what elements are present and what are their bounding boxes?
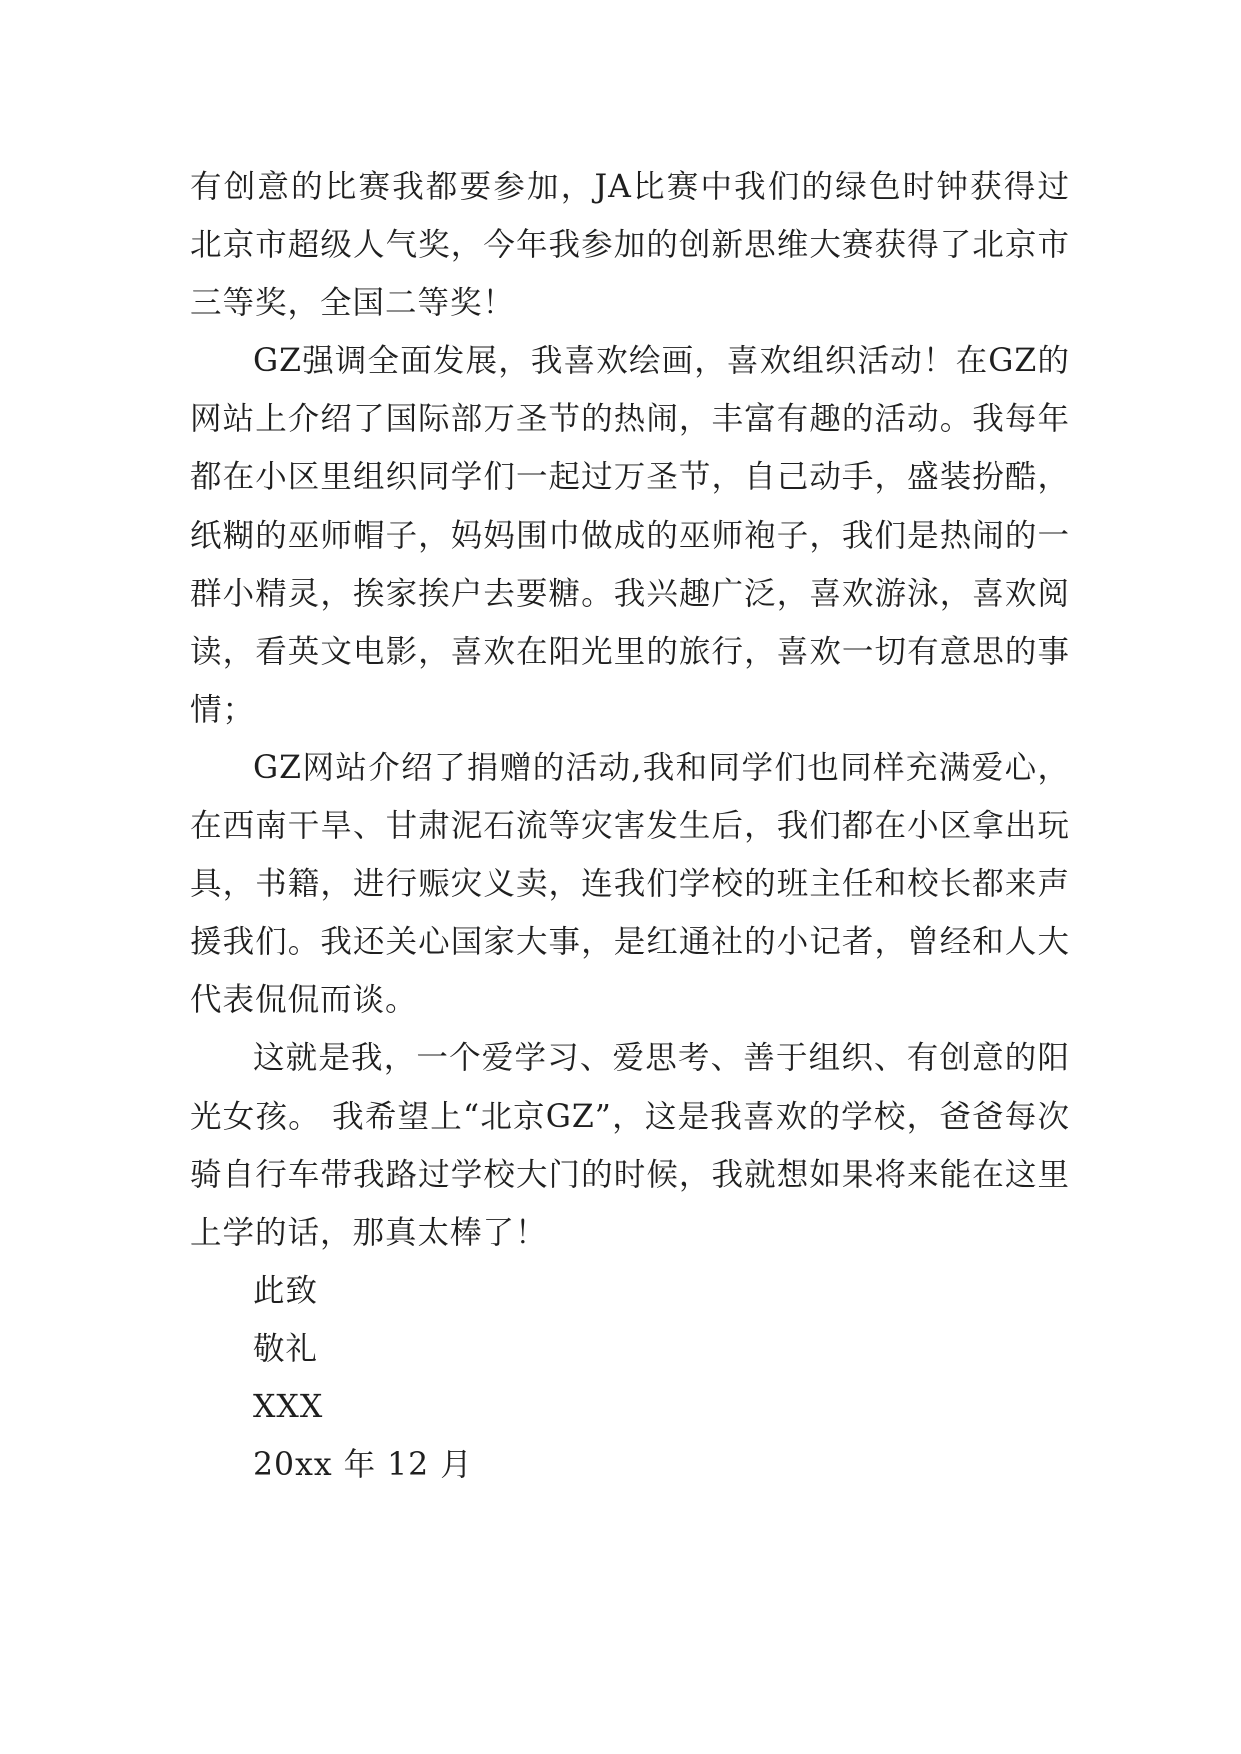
paragraph-activities: GZ强调全面发展，我喜欢绘画，喜欢组织活动！在GZ的网站上介绍了国际部万圣节的热闹，丰富有趣的活动。我每年都在小区里组织同学们一起过万圣节，自己动手，盛装扮酷，纸糊的巫师帽子，妈妈围巾做成的巫师袍子，我们是热闹的一群小精灵，挨家挨户去要糖。我兴趣广泛，喜欢游泳，喜欢阅读，看英文电影，喜欢在阳光里的旅行，喜欢一切有意思的事情； (190, 343, 1070, 728)
letter-date: 20xx 年 12 月 (253, 1447, 473, 1484)
closing-salutation: 此致 (253, 1272, 319, 1309)
paragraph-conclusion: 这就是我，一个爱学习、爱思考、善于组织、有创意的阳光女孩。 我希望上“北京GZ”，这是我喜欢的学校，爸爸每次骑自行车带我路过学校大门的时候，我就想如果将来能在这里上学的话，那真太棒了！ (190, 1040, 1070, 1251)
paragraph-donation: GZ网站介绍了捐赠的活动,我和同学们也同样充满爱心，在西南干旱、甘肃泥石流等灾害发生后，我们都在小区拿出玩具，书籍，进行赈灾义卖，连我们学校的班主任和校长都来声援我们。我还关心国家大事，是红通社的小记者，曾经和人大代表侃侃而谈。 (190, 749, 1070, 1019)
letter-body (190, 158, 1070, 1494)
paragraph-competitions: 有创意的比赛我都要参加，JA比赛中我们的绿色时钟获得过北京市超级人气奖，今年我参加的创新思维大赛获得了北京市三等奖，全国二等奖！ (190, 169, 1070, 322)
signature: XXX (253, 1388, 324, 1425)
closing-regards: 敬礼 (253, 1330, 319, 1367)
